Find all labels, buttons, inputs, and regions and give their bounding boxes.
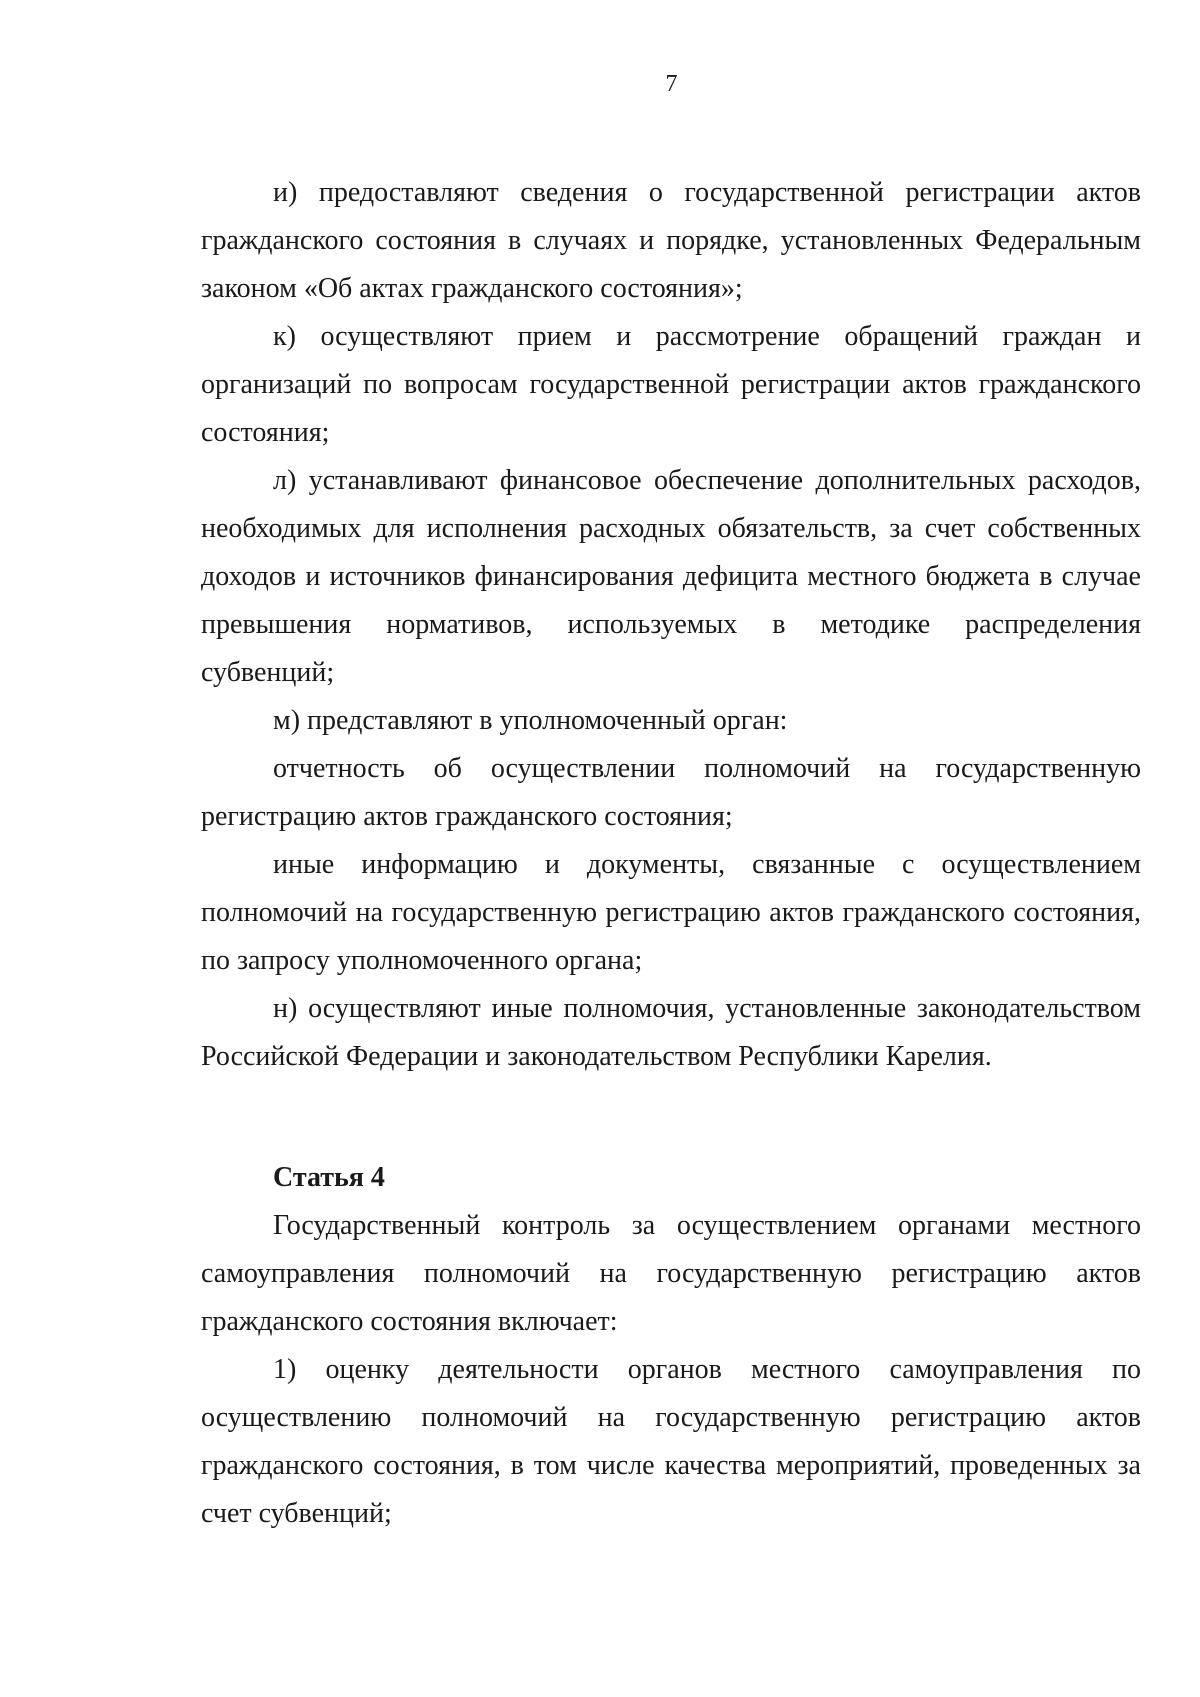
article-4-intro: Государственный контроль за осуществлением органами местного самоуправления полномочий на государственную регистрацию актов гражданского состояния включает: (201, 1210, 1141, 1337)
document-body (201, 169, 1141, 1538)
article-heading: Статья 4 (273, 1162, 385, 1193)
paragraph-k: к) осуществляют прием и рассмотрение обращений граждан и организаций по вопросам государственной регистрации актов гражданского состояния; (201, 321, 1141, 448)
paragraph-n: н) осуществляют иные полномочия, установленные законодательством Российской Федерации и законодательством Республики Карелия. (201, 993, 1141, 1072)
page-number: 7 (665, 71, 678, 97)
paragraph-m-reporting: отчетность об осуществлении полномочий на государственную регистрацию актов гражданского состояния; (201, 753, 1141, 832)
paragraph-i: и) предоставляют сведения о государственной регистрации актов гражданского состояния в случаях и порядке, установленных Федеральным законом «Об актах гражданского состояния»; (201, 177, 1141, 304)
article-4-item-1: 1) оценку деятельности органов местного самоуправления по осуществлению полномочий на государственную регистрацию актов гражданского состояния, в том числе качества мероприятий, проведенных за счет субвенций; (201, 1354, 1141, 1529)
paragraph-m-other-info: иные информацию и документы, связанные с осуществлением полномочий на государственную регистрацию актов гражданского состояния, по запросу уполномоченного органа; (201, 849, 1141, 976)
paragraph-m: м) представляют в уполномоченный орган: (273, 705, 788, 736)
paragraph-l: л) устанавливают финансовое обеспечение дополнительных расходов, необходимых для исполнения расходных обязательств, за счет собственных доходов и источников финансирования дефицита местного бюджета в случае превышения нормативов, используемых в методике распределения субвенций; (201, 465, 1141, 688)
